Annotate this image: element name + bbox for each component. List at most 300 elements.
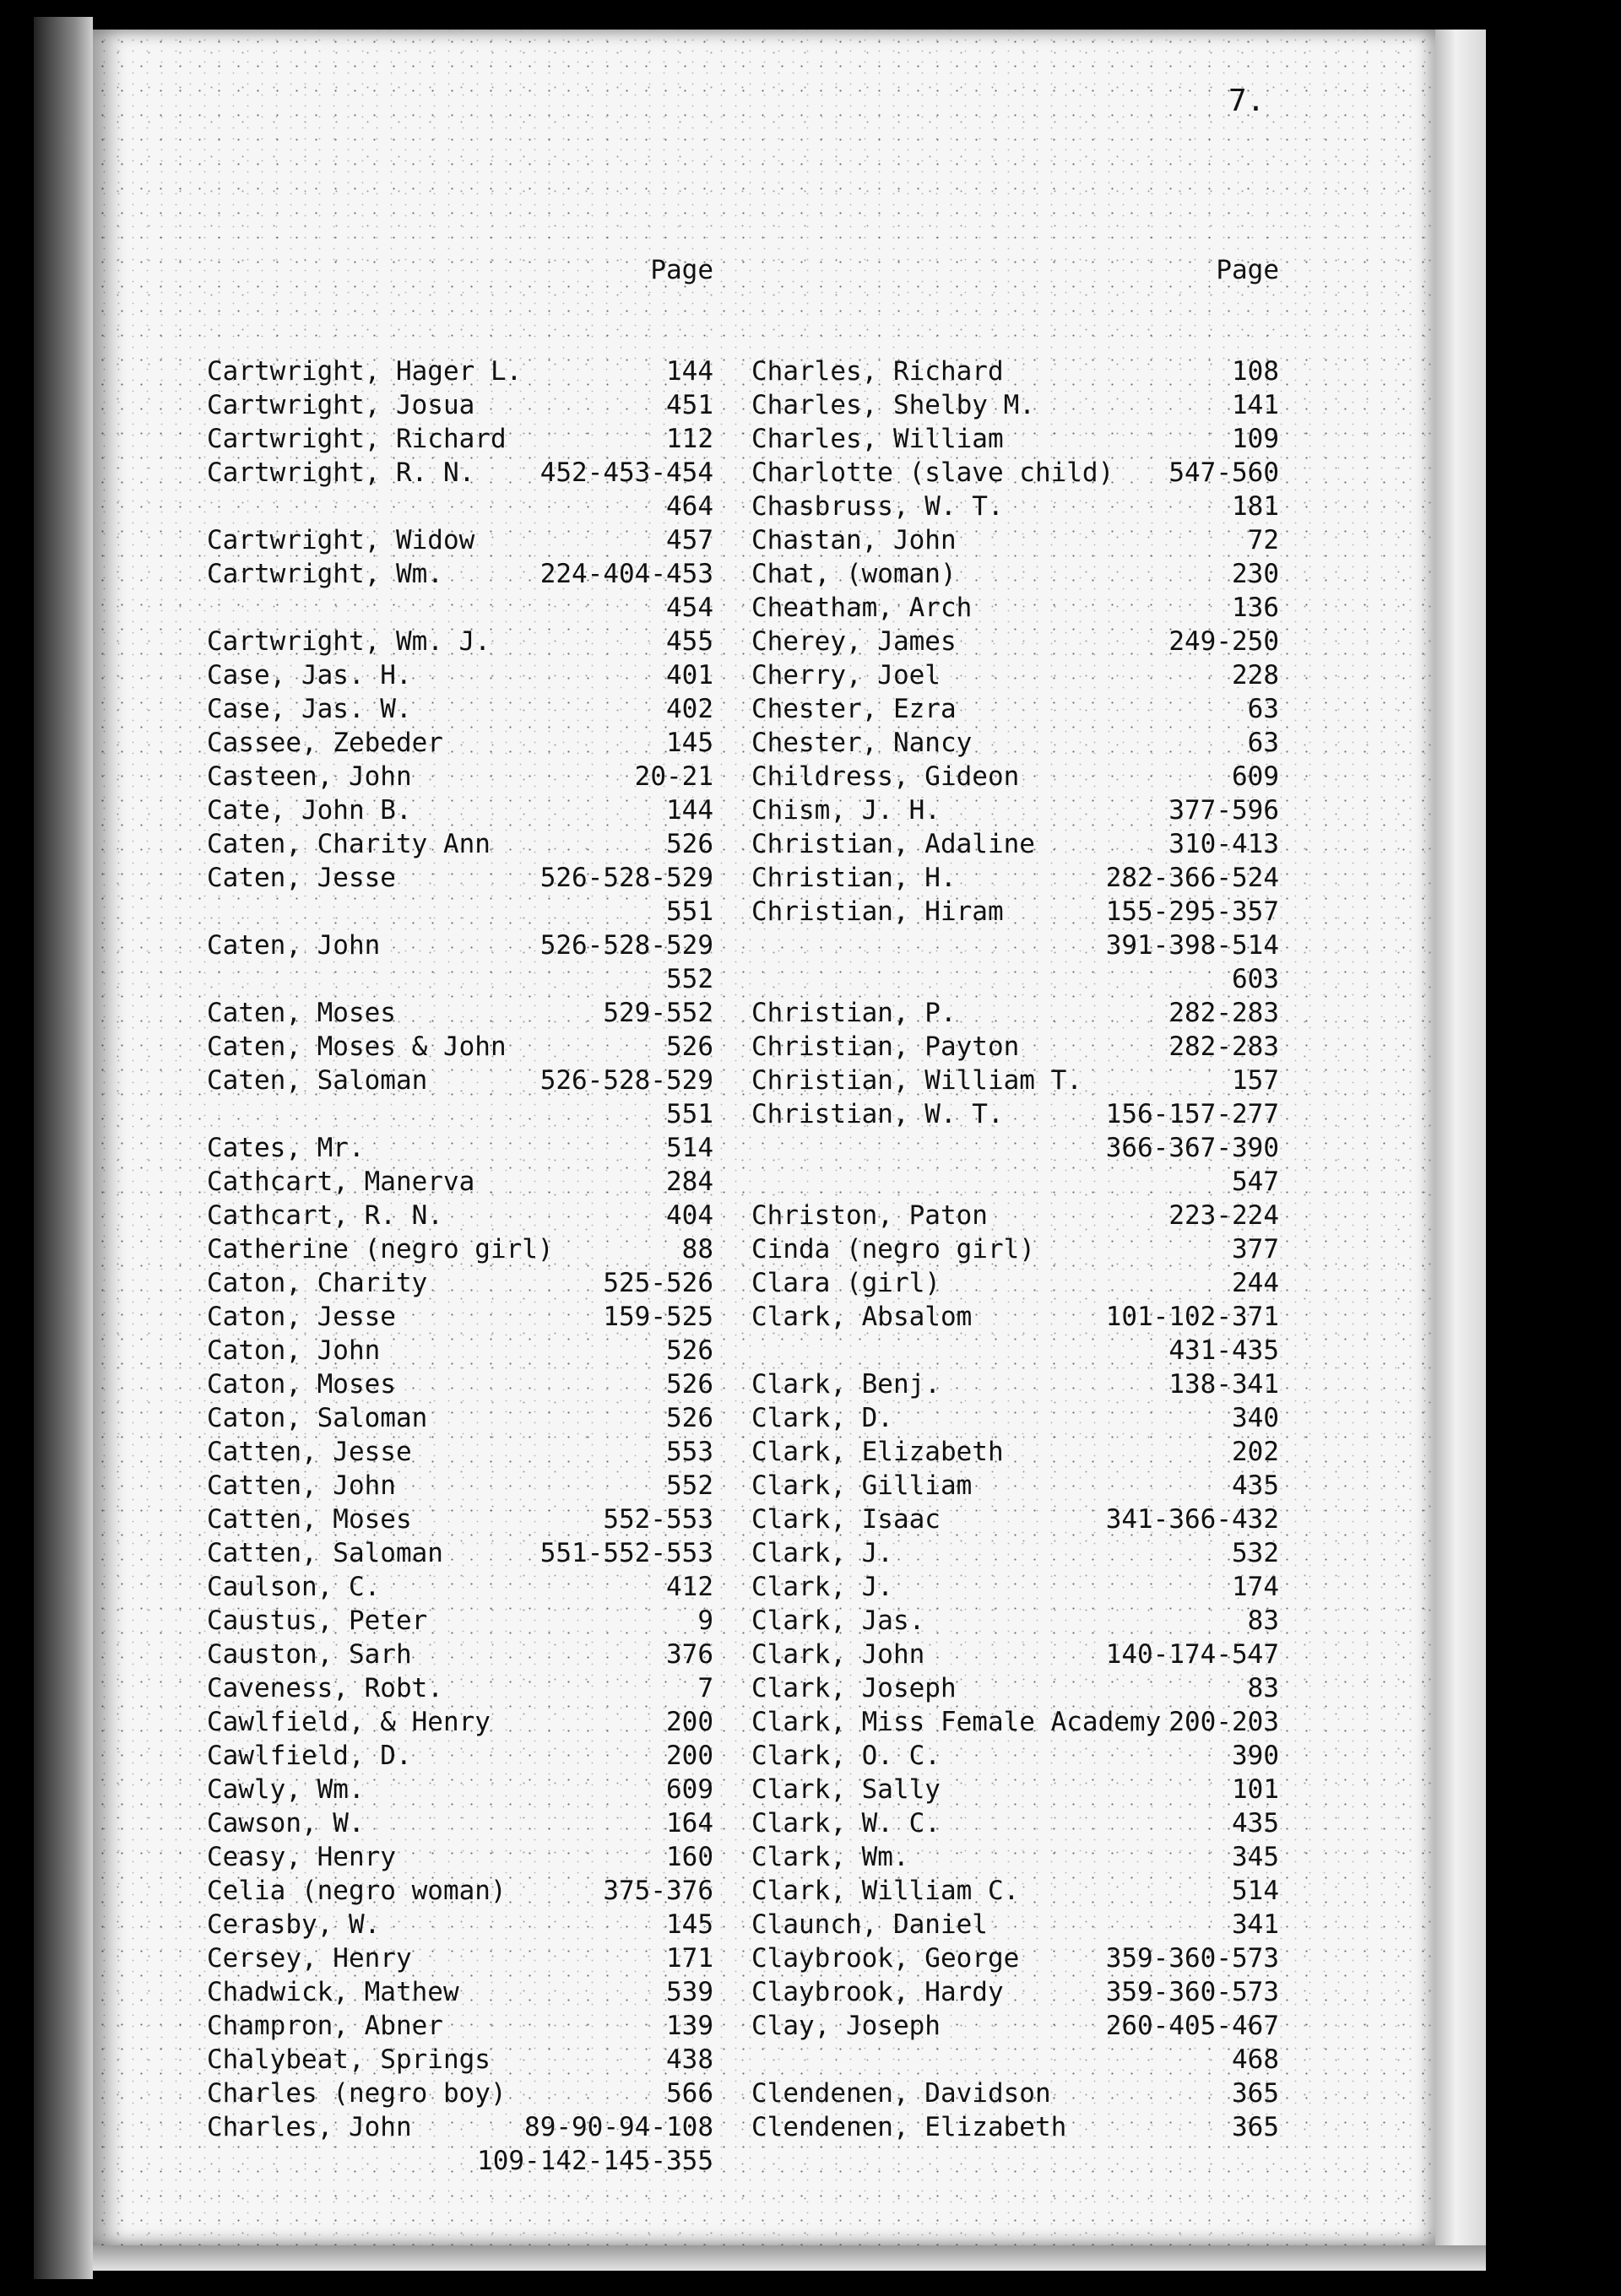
entry-pages: 63 — [1247, 728, 1279, 758]
entry-pages: 174 — [1232, 1572, 1279, 1602]
index-entry — [751, 1131, 1279, 1165]
index-entry — [207, 1739, 713, 1773]
index-entry — [751, 1199, 1279, 1232]
index-entry — [751, 591, 1279, 625]
entry-pages: 112 — [666, 424, 713, 454]
index-entry — [207, 726, 713, 760]
index-entry — [751, 1739, 1279, 1773]
index-entry — [207, 827, 713, 861]
entry-pages: 109 — [1232, 424, 1279, 454]
entry-pages: 365 — [1232, 2112, 1279, 2142]
entry-name: Caton, Moses — [207, 1369, 396, 1400]
index-entry — [207, 557, 713, 591]
index-entry — [751, 929, 1279, 962]
entry-name: Clark, D. — [751, 1403, 893, 1433]
index-entry — [751, 1266, 1279, 1300]
entry-pages: 88 — [681, 1234, 713, 1264]
entry-name: Clark, Benj. — [751, 1369, 941, 1400]
index-rows — [751, 355, 1279, 2144]
entry-pages: 539 — [666, 1977, 713, 2007]
entry-name: Chism, J. H. — [751, 795, 941, 826]
entry-name: Charles, Shelby M. — [751, 390, 1035, 420]
entry-pages: 202 — [1232, 1437, 1279, 1467]
entry-pages: 547 — [1232, 1167, 1279, 1197]
index-entry — [207, 388, 713, 422]
entry-pages: 412 — [666, 1572, 713, 1602]
entry-pages: 20-21 — [634, 761, 713, 792]
index-column-right — [751, 186, 1279, 2212]
index-entry — [207, 1874, 713, 1908]
entry-pages: 171 — [666, 1943, 713, 1974]
entry-pages: 156-157-277 — [1105, 1099, 1279, 1129]
entry-pages: 138-341 — [1168, 1369, 1279, 1400]
index-entry — [207, 1705, 713, 1739]
entry-pages: 402 — [666, 694, 713, 724]
entry-pages: 435 — [1232, 1470, 1279, 1501]
entry-name: Cawly, Wm. — [207, 1774, 365, 1805]
index-entry — [751, 2009, 1279, 2043]
entry-name: Caustus, Peter — [207, 1606, 428, 1636]
index-entry — [207, 1435, 713, 1469]
index-entry — [207, 490, 713, 523]
entry-name: Charles, Richard — [751, 356, 1004, 387]
entry-pages: 455 — [666, 626, 713, 657]
entry-name: Caten, Jesse — [207, 863, 396, 893]
index-rows — [207, 355, 713, 2178]
entry-pages: 526-528-529 — [539, 863, 713, 893]
entry-name: Christian, Hiram — [751, 896, 1004, 927]
entry-pages: 249-250 — [1168, 626, 1279, 657]
index-entry — [207, 2110, 713, 2144]
index-entry — [207, 1469, 713, 1503]
entry-name: Cherey, James — [751, 626, 957, 657]
index-entry — [751, 1064, 1279, 1097]
entry-pages: 526 — [666, 1032, 713, 1062]
entry-name: Caton, Saloman — [207, 1403, 428, 1433]
index-entry — [751, 490, 1279, 523]
book-binding-edge — [34, 17, 93, 2279]
entry-name: Cersey, Henry — [207, 1943, 412, 1974]
index-entry — [207, 658, 713, 692]
index-entry — [751, 895, 1279, 929]
entry-name: Cathcart, R. N. — [207, 1200, 443, 1231]
entry-name: Clark, J. — [751, 1538, 893, 1568]
index-entry — [207, 1908, 713, 1941]
entry-name: Clark, Sally — [751, 1774, 941, 1805]
entry-name: Caten, Saloman — [207, 1065, 428, 1096]
entry-name: Cheatham, Arch — [751, 593, 973, 623]
index-entry — [751, 1604, 1279, 1638]
entry-name: Cartwright, R. N. — [207, 458, 475, 488]
entry-name: Cawlfield, & Henry — [207, 1707, 491, 1737]
index-entry — [207, 895, 713, 929]
index-entry — [751, 1638, 1279, 1671]
entry-pages: 431-435 — [1168, 1335, 1279, 1366]
entry-name: Claybrook, George — [751, 1943, 1020, 1974]
entry-name: Chasbruss, W. T. — [751, 491, 1004, 522]
entry-pages: 200-203 — [1168, 1707, 1279, 1737]
entry-name: Clark, William C. — [751, 1876, 1020, 1906]
entry-pages: 282-366-524 — [1105, 863, 1279, 893]
entry-name: Childress, Gideon — [751, 761, 1020, 792]
entry-pages: 526-528-529 — [539, 1065, 713, 1096]
entry-pages: 340 — [1232, 1403, 1279, 1433]
index-entry — [751, 996, 1279, 1030]
entry-name: Clark, Joseph — [751, 1673, 957, 1703]
index-entry — [751, 1097, 1279, 1131]
index-entry — [207, 962, 713, 996]
entry-name: Clark, Isaac — [751, 1504, 941, 1535]
entry-pages: 547-560 — [1168, 458, 1279, 488]
entry-name: Cartwright, Widow — [207, 525, 475, 555]
index-entry — [751, 692, 1279, 726]
entry-pages: 468 — [1232, 2044, 1279, 2075]
entry-pages: 359-360-573 — [1105, 1943, 1279, 1974]
entry-pages: 223-224 — [1168, 1200, 1279, 1231]
entry-pages: 566 — [666, 2078, 713, 2109]
index-entry — [207, 1401, 713, 1435]
index-entry — [751, 2077, 1279, 2110]
index-entry — [207, 1604, 713, 1638]
entry-pages: 526 — [666, 1403, 713, 1433]
entry-pages: 200 — [666, 1741, 713, 1771]
index-entry — [207, 1570, 713, 1604]
index-entry — [207, 1266, 713, 1300]
index-entry — [751, 1570, 1279, 1604]
index-entry — [751, 2043, 1279, 2077]
index-entry — [207, 1806, 713, 1840]
index-entry — [207, 1165, 713, 1199]
entry-pages: 164 — [666, 1808, 713, 1838]
entry-name: Clark, J. — [751, 1572, 893, 1602]
entry-pages: 552-553 — [603, 1504, 713, 1535]
entry-pages: 553 — [666, 1437, 713, 1467]
entry-pages: 345 — [1232, 1842, 1279, 1872]
entry-pages: 200 — [666, 1707, 713, 1737]
entry-pages: 551 — [666, 896, 713, 927]
entry-pages: 376 — [666, 1639, 713, 1670]
entry-name: Clark, O. C. — [751, 1741, 941, 1771]
entry-pages: 377-596 — [1168, 795, 1279, 826]
entry-name: Cawson, W. — [207, 1808, 365, 1838]
index-entry — [207, 1131, 713, 1165]
index-entry — [207, 1232, 713, 1266]
index-entry — [207, 996, 713, 1030]
entry-pages: 224-404-453 — [539, 559, 713, 589]
index-entry — [751, 523, 1279, 557]
entry-pages: 83 — [1247, 1606, 1279, 1636]
entry-name: Claunch, Daniel — [751, 1909, 988, 1940]
entry-name: Chester, Ezra — [751, 694, 957, 724]
entry-pages: 514 — [666, 1133, 713, 1163]
entry-name: Christon, Paton — [751, 1200, 988, 1231]
entry-pages: 514 — [1232, 1876, 1279, 1906]
entry-name: Clendenen, Elizabeth — [751, 2112, 1067, 2142]
entry-pages: 401 — [666, 660, 713, 690]
index-entry — [751, 1165, 1279, 1199]
index-entry — [207, 1773, 713, 1806]
entry-name: Caten, Moses — [207, 998, 396, 1028]
entry-pages: 404 — [666, 1200, 713, 1231]
index-entry — [207, 1367, 713, 1401]
index-entry — [751, 1908, 1279, 1941]
entry-name: Chastan, John — [751, 525, 957, 555]
entry-name: Catten, Moses — [207, 1504, 412, 1535]
entry-name: Cawlfield, D. — [207, 1741, 412, 1771]
entry-pages: 525-526 — [603, 1268, 713, 1298]
index-entry — [751, 827, 1279, 861]
entry-name: Cinda (negro girl) — [751, 1234, 1035, 1264]
entry-pages: 145 — [666, 1909, 713, 1940]
page-column-header: Page — [1216, 255, 1279, 285]
entry-name: Clark, Wm. — [751, 1842, 909, 1872]
index-entry — [751, 1773, 1279, 1806]
index-entry — [751, 625, 1279, 658]
entry-name: Clark, W. C. — [751, 1808, 941, 1838]
page-column-header: Page — [650, 255, 713, 285]
index-entry — [207, 1030, 713, 1064]
entry-pages: 452-453-454 — [539, 458, 713, 488]
entry-pages: 260-405-467 — [1105, 2011, 1279, 2041]
entry-name: Caulson, C. — [207, 1572, 381, 1602]
entry-name: Clark, Elizabeth — [751, 1437, 1004, 1467]
index-entry — [207, 523, 713, 557]
entry-pages: 552 — [666, 964, 713, 994]
entry-pages: 359-360-573 — [1105, 1977, 1279, 2007]
entry-name: Caten, John — [207, 930, 381, 961]
entry-pages: 89-90-94-108 — [524, 2112, 713, 2142]
entry-name: Clay, Joseph — [751, 2011, 941, 2041]
entry-pages: 552 — [666, 1470, 713, 1501]
index-entry — [207, 456, 713, 490]
index-entry — [207, 1334, 713, 1367]
entry-pages: 551 — [666, 1099, 713, 1129]
index-column-left — [207, 186, 713, 2245]
index-entry — [207, 793, 713, 827]
entry-pages: 141 — [1232, 390, 1279, 420]
index-entry — [207, 1064, 713, 1097]
entry-pages: 457 — [666, 525, 713, 555]
page-number: 7. — [1228, 84, 1266, 118]
index-entry — [751, 1941, 1279, 1975]
entry-pages: 454 — [666, 593, 713, 623]
entry-name: Champron, Abner — [207, 2011, 443, 2041]
entry-pages: 551-552-553 — [539, 1538, 713, 1568]
entry-name: Cartwright, Wm. — [207, 559, 443, 589]
entry-pages: 7 — [697, 1673, 713, 1703]
index-entry — [207, 2077, 713, 2110]
index-entry — [751, 388, 1279, 422]
entry-pages: 464 — [666, 491, 713, 522]
entry-name: Cates, Mr. — [207, 1133, 365, 1163]
entry-name: Chat, (woman) — [751, 559, 957, 589]
entry-pages: 438 — [666, 2044, 713, 2075]
index-entry — [751, 861, 1279, 895]
entry-name: Caton, Jesse — [207, 1302, 396, 1332]
entry-pages: 230 — [1232, 559, 1279, 589]
entry-name: Clark, Miss Female Academy — [751, 1707, 1162, 1737]
entry-name: Clendenen, Davidson — [751, 2078, 1051, 2109]
entry-pages: 157 — [1232, 1065, 1279, 1096]
index-entry — [751, 760, 1279, 793]
entry-pages: 526 — [666, 1335, 713, 1366]
entry-pages: 139 — [666, 2011, 713, 2041]
entry-name: Charles, William — [751, 424, 1004, 454]
index-entry — [751, 1367, 1279, 1401]
entry-pages: 72 — [1247, 525, 1279, 555]
entry-pages: 526 — [666, 829, 713, 859]
entry-name: Celia (negro woman) — [207, 1876, 507, 1906]
page-edge-bottom — [93, 2245, 1486, 2271]
entry-name: Case, Jas. H. — [207, 660, 412, 690]
index-entry — [751, 1671, 1279, 1705]
index-entry — [751, 1705, 1279, 1739]
entry-name: Christian, H. — [751, 863, 957, 893]
entry-pages: 160 — [666, 1842, 713, 1872]
entry-pages: 451 — [666, 390, 713, 420]
entry-name: Cherry, Joel — [751, 660, 941, 690]
index-entry — [207, 760, 713, 793]
index-entry — [751, 1806, 1279, 1840]
entry-name: Caton, John — [207, 1335, 381, 1366]
entry-pages: 155-295-357 — [1105, 896, 1279, 927]
entry-name: Charles (negro boy) — [207, 2078, 507, 2109]
entry-pages: 603 — [1232, 964, 1279, 994]
index-entry — [751, 355, 1279, 388]
entry-pages: 310-413 — [1168, 829, 1279, 859]
entry-pages: 109-142-145-355 — [477, 2146, 713, 2176]
entry-pages: 609 — [666, 1774, 713, 1805]
index-entry — [751, 726, 1279, 760]
entry-pages: 366-367-390 — [1105, 1133, 1279, 1163]
entry-name: Catten, Jesse — [207, 1437, 412, 1467]
index-entry — [207, 692, 713, 726]
index-entry — [751, 1435, 1279, 1469]
entry-pages: 228 — [1232, 660, 1279, 690]
index-entry — [207, 1671, 713, 1705]
index-entry — [207, 861, 713, 895]
entry-name: Clark, Gilliam — [751, 1470, 973, 1501]
entry-pages: 526 — [666, 1369, 713, 1400]
entry-name: Chadwick, Mathew — [207, 1977, 459, 2007]
entry-name: Cartwright, Richard — [207, 424, 507, 454]
index-entry — [751, 1469, 1279, 1503]
entry-name: Claybrook, Hardy — [751, 1977, 1004, 2007]
entry-pages: 144 — [666, 795, 713, 826]
entry-pages: 9 — [697, 1606, 713, 1636]
entry-pages: 101-102-371 — [1105, 1302, 1279, 1332]
index-entry — [207, 1975, 713, 2009]
entry-pages: 136 — [1232, 593, 1279, 623]
index-entry — [751, 1975, 1279, 2009]
index-entry — [207, 2009, 713, 2043]
index-entry — [751, 1874, 1279, 1908]
index-entry — [751, 1334, 1279, 1367]
entry-name: Christian, William T. — [751, 1065, 1082, 1096]
index-entry — [207, 929, 713, 962]
index-entry — [751, 1401, 1279, 1435]
entry-pages: 244 — [1232, 1268, 1279, 1298]
index-entry — [751, 1232, 1279, 1266]
entry-name: Christian, Adaline — [751, 829, 1035, 859]
entry-pages: 101 — [1232, 1774, 1279, 1805]
index-entry — [207, 1097, 713, 1131]
index-entry — [751, 557, 1279, 591]
index-entry — [751, 658, 1279, 692]
entry-name: Cate, John B. — [207, 795, 412, 826]
entry-name: Casteen, John — [207, 761, 412, 792]
entry-pages: 63 — [1247, 694, 1279, 724]
entry-name: Cassee, Zebeder — [207, 728, 443, 758]
index-entry — [207, 591, 713, 625]
entry-pages: 284 — [666, 1167, 713, 1197]
index-entry — [751, 1536, 1279, 1570]
entry-name: Caten, Charity Ann — [207, 829, 491, 859]
index-entry — [207, 1638, 713, 1671]
entry-name: Christian, Payton — [751, 1032, 1020, 1062]
index-entry — [207, 1300, 713, 1334]
entry-name: Cerasby, W. — [207, 1909, 381, 1940]
index-entry — [751, 1503, 1279, 1536]
entry-name: Catherine (negro girl) — [207, 1234, 554, 1264]
entry-name: Clark, John — [751, 1639, 925, 1670]
entry-name: Cartwright, Hager L. — [207, 356, 523, 387]
entry-name: Charles, John — [207, 2112, 412, 2142]
entry-name: Chalybeat, Springs — [207, 2044, 491, 2075]
entry-pages: 282-283 — [1168, 1032, 1279, 1062]
entry-name: Chester, Nancy — [751, 728, 973, 758]
index-entry — [207, 1840, 713, 1874]
entry-pages: 390 — [1232, 1741, 1279, 1771]
entry-pages: 375-376 — [603, 1876, 713, 1906]
index-entry — [751, 1030, 1279, 1064]
entry-pages: 83 — [1247, 1673, 1279, 1703]
index-entry — [207, 2144, 713, 2178]
index-entry — [207, 1503, 713, 1536]
entry-pages: 529-552 — [603, 998, 713, 1028]
index-entry — [751, 422, 1279, 456]
index-entry — [751, 1300, 1279, 1334]
entry-pages: 140-174-547 — [1105, 1639, 1279, 1670]
entry-name: Ceasy, Henry — [207, 1842, 396, 1872]
entry-name: Causton, Sarh — [207, 1639, 412, 1670]
index-entry — [751, 2110, 1279, 2144]
entry-pages: 159-525 — [603, 1302, 713, 1332]
entry-pages: 435 — [1232, 1808, 1279, 1838]
page-edge-right — [1435, 30, 1486, 2245]
entry-pages: 377 — [1232, 1234, 1279, 1264]
index-entry — [207, 1941, 713, 1975]
index-entry — [207, 625, 713, 658]
entry-name: Caton, Charity — [207, 1268, 428, 1298]
entry-pages: 145 — [666, 728, 713, 758]
entry-name: Caveness, Robt. — [207, 1673, 443, 1703]
index-entry — [751, 1840, 1279, 1874]
entry-name: Clark, Absalom — [751, 1302, 973, 1332]
index-entry — [751, 962, 1279, 996]
index-entry — [751, 456, 1279, 490]
entry-pages: 365 — [1232, 2078, 1279, 2109]
entry-name: Cathcart, Manerva — [207, 1167, 475, 1197]
entry-name: Charlotte (slave child) — [751, 458, 1114, 488]
entry-pages: 341 — [1232, 1909, 1279, 1940]
entry-name: Caten, Moses & John — [207, 1032, 507, 1062]
entry-pages: 341-366-432 — [1105, 1504, 1279, 1535]
entry-pages: 391-398-514 — [1105, 930, 1279, 961]
entry-name: Clark, Jas. — [751, 1606, 925, 1636]
entry-pages: 532 — [1232, 1538, 1279, 1568]
entry-name: Catten, Saloman — [207, 1538, 443, 1568]
